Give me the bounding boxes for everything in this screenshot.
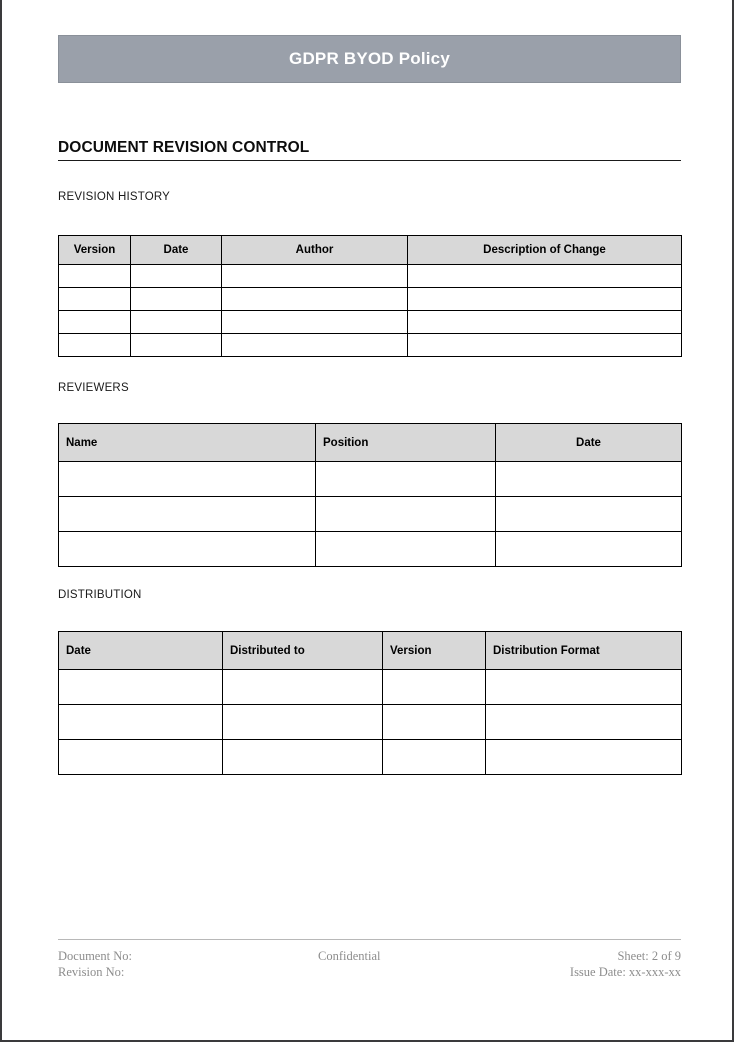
cell-author[interactable]	[222, 265, 408, 288]
page-title	[58, 138, 681, 161]
table-row[interactable]	[59, 705, 682, 740]
section-label-revision-history: REVISION HISTORY	[58, 191, 171, 203]
table-row[interactable]	[59, 334, 682, 357]
table-row[interactable]	[59, 740, 682, 775]
cell-date[interactable]	[131, 334, 222, 357]
cell-name[interactable]	[59, 462, 316, 497]
cell-description[interactable]	[408, 334, 682, 357]
cell-version[interactable]	[383, 705, 486, 740]
footer-left-block	[58, 948, 318, 980]
cell-distributed-to[interactable]	[223, 740, 383, 775]
cell-version[interactable]	[59, 265, 131, 288]
cell-distribution-format[interactable]	[486, 670, 682, 705]
cell-description[interactable]	[408, 288, 682, 311]
footer-right-block	[468, 948, 681, 980]
heading-divider	[58, 160, 681, 161]
revision-history-table	[58, 235, 682, 357]
table-header-row	[59, 236, 682, 265]
table-row[interactable]	[59, 532, 682, 567]
column-header-name: Name	[59, 424, 316, 462]
page-footer	[58, 939, 681, 980]
cell-version[interactable]	[383, 740, 486, 775]
cell-position[interactable]	[316, 532, 496, 567]
column-header-distributed-to: Distributed to	[223, 632, 383, 670]
distribution-table	[58, 631, 682, 775]
column-header-author: Author	[222, 236, 408, 265]
cell-version[interactable]	[59, 311, 131, 334]
table-row[interactable]	[59, 288, 682, 311]
section-label-distribution: DISTRIBUTION	[58, 589, 142, 601]
footer-document-no: Document No:	[58, 949, 132, 963]
cell-distribution-format[interactable]	[486, 740, 682, 775]
column-header-description-of-change: Description of Change	[408, 236, 682, 265]
column-header-version: Version	[383, 632, 486, 670]
cell-distributed-to[interactable]	[223, 705, 383, 740]
footer-center-block	[318, 948, 468, 980]
section-label-reviewers: REVIEWERS	[58, 382, 129, 394]
cell-date[interactable]	[131, 311, 222, 334]
footer-classification: Confidential	[318, 949, 381, 963]
column-header-version: Version	[59, 236, 131, 265]
cell-date[interactable]	[131, 288, 222, 311]
cell-version[interactable]	[59, 288, 131, 311]
cell-author[interactable]	[222, 288, 408, 311]
cell-description[interactable]	[408, 311, 682, 334]
cell-distributed-to[interactable]	[223, 670, 383, 705]
cell-date[interactable]	[496, 532, 682, 567]
column-header-position: Position	[316, 424, 496, 462]
page-title-text: DOCUMENT REVISION CONTROL	[58, 139, 310, 156]
cell-name[interactable]	[59, 532, 316, 567]
cell-version[interactable]	[383, 670, 486, 705]
cell-date[interactable]	[496, 462, 682, 497]
footer-divider	[58, 939, 681, 940]
cell-date[interactable]	[131, 265, 222, 288]
cell-author[interactable]	[222, 311, 408, 334]
column-header-date: Date	[131, 236, 222, 265]
cell-author[interactable]	[222, 334, 408, 357]
cell-date[interactable]	[59, 705, 223, 740]
cell-position[interactable]	[316, 497, 496, 532]
footer-sheet-number: Sheet: 2 of 9	[617, 949, 681, 963]
cell-name[interactable]	[59, 497, 316, 532]
cell-distribution-format[interactable]	[486, 705, 682, 740]
table-header-row	[59, 632, 682, 670]
cell-date[interactable]	[59, 670, 223, 705]
document-title-banner	[58, 35, 681, 83]
reviewers-table	[58, 423, 682, 567]
table-row[interactable]	[59, 670, 682, 705]
column-header-distribution-format: Distribution Format	[486, 632, 682, 670]
cell-date[interactable]	[59, 740, 223, 775]
table-row[interactable]	[59, 265, 682, 288]
cell-description[interactable]	[408, 265, 682, 288]
footer-revision-no: Revision No:	[58, 965, 125, 979]
table-row[interactable]	[59, 497, 682, 532]
table-row[interactable]	[59, 311, 682, 334]
cell-date[interactable]	[496, 497, 682, 532]
table-header-row	[59, 424, 682, 462]
table-row[interactable]	[59, 462, 682, 497]
document-title: GDPR BYOD Policy	[289, 49, 450, 68]
cell-version[interactable]	[59, 334, 131, 357]
footer-issue-date: Issue Date: xx-xxx-xx	[569, 965, 681, 979]
footer-content	[58, 948, 681, 980]
column-header-date: Date	[496, 424, 682, 462]
cell-position[interactable]	[316, 462, 496, 497]
column-header-date: Date	[59, 632, 223, 670]
